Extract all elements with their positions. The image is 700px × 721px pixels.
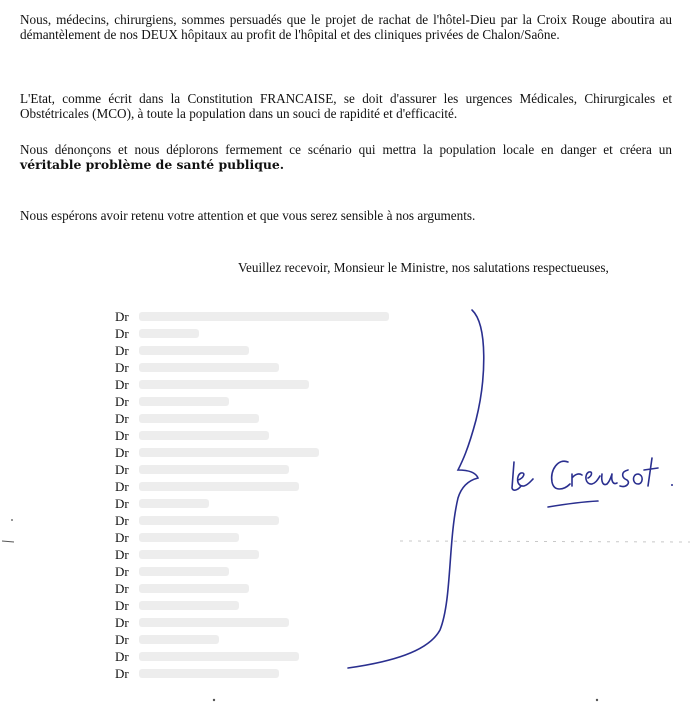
signatory-title: Dr	[115, 377, 129, 392]
signatory-title: Dr	[115, 309, 129, 324]
signatory-title: Dr	[115, 360, 129, 375]
paragraph-3-text: Nous dénonçons et nous déplorons fermement ce scénario qui mettra la population locale en danger et créera un	[20, 142, 672, 157]
paragraph-2: L'Etat, comme écrit dans la Constitution FRANCAISE, se doit d'assurer les urgences Médicales, Chirurgicales et Obstétricales (MCO), à toute la population dans un souci de rapidité et d'efficacité.	[20, 91, 672, 121]
signatory-title: Dr	[115, 394, 129, 409]
signatory-title: Dr	[115, 428, 129, 443]
handwritten-place-name	[512, 458, 658, 490]
paragraph-4: Nous espérons avoir retenu votre attention et que vous serez sensible à nos arguments.	[20, 208, 476, 223]
signatory-title: Dr	[115, 581, 129, 596]
brace-mark	[348, 310, 484, 668]
signatory-title: Dr	[115, 530, 129, 545]
signatory-title: Dr	[115, 547, 129, 562]
signatory-title: Dr	[115, 649, 129, 664]
paragraph-3-emphasis: véritable problème de santé publique.	[20, 157, 285, 172]
signatory-title: Dr	[115, 479, 129, 494]
signatory-title: Dr	[115, 564, 129, 579]
signatory-title: Dr	[115, 513, 129, 528]
underline-stroke	[548, 501, 598, 507]
signatory-title: Dr	[115, 343, 129, 358]
signatory-title: Dr	[115, 666, 129, 681]
paragraph-1: Nous, médecins, chirurgiens, sommes persuadés que le projet de rachat de l'hôtel-Dieu par la Croix Rouge aboutira au démantèlement de nos DEUX hôpitaux au profit de l'hôpital et des cliniques privées de Chalon/Saône.	[20, 12, 672, 42]
signatory-title: Dr	[115, 326, 129, 341]
signatory-title: Dr	[115, 462, 129, 477]
signatory-title: Dr	[115, 496, 129, 511]
signatory-title: Dr	[115, 632, 129, 647]
signatory-title: Dr	[115, 615, 129, 630]
signatory-title: Dr	[115, 445, 129, 460]
signatory-title: Dr	[115, 411, 129, 426]
closing-salutation: Veuillez recevoir, Monsieur le Ministre, nos salutations respectueuses,	[238, 260, 609, 275]
signatory-title: Dr	[115, 598, 129, 613]
